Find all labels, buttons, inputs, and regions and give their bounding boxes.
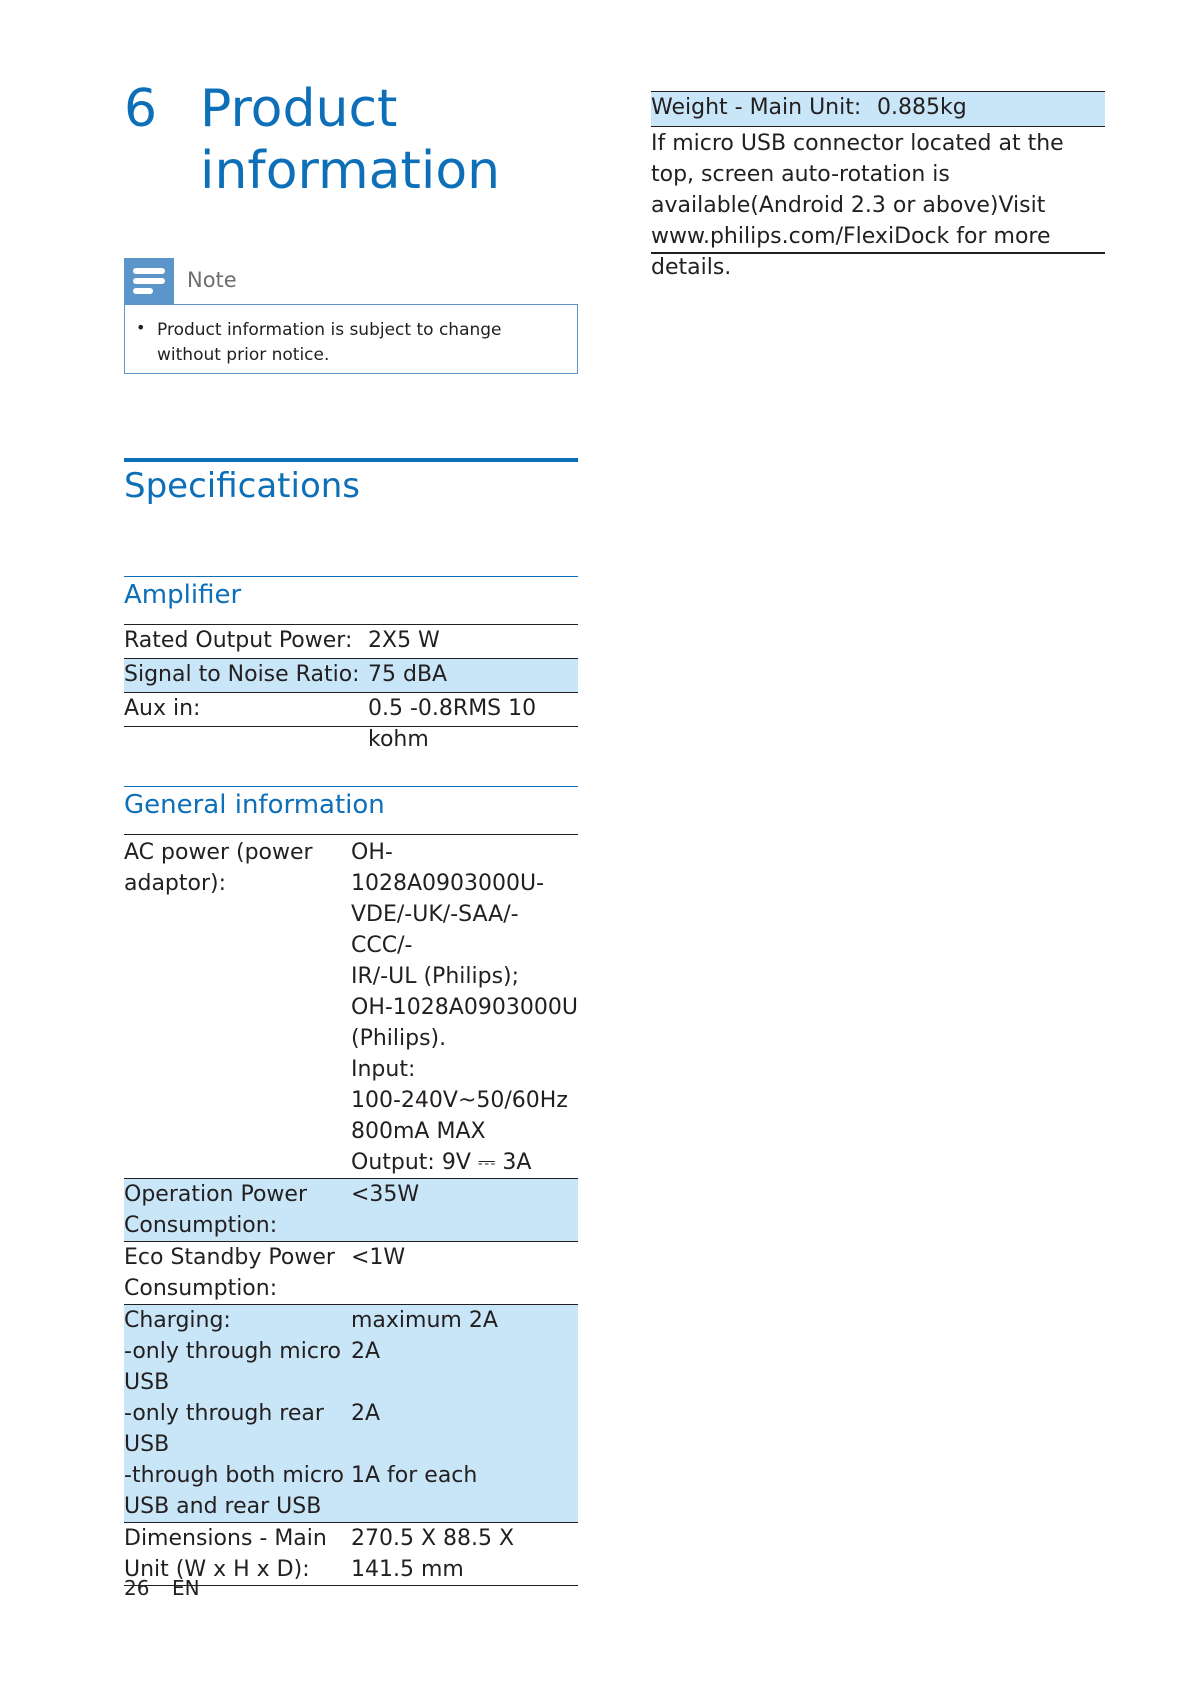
spec-value: 270.5 X 88.5 X 141.5 mm <box>351 1526 515 1582</box>
spec-value: 75 dBA <box>368 662 448 687</box>
spec-label: Weight - Main Unit: <box>651 95 862 120</box>
chapter-title-line2: information <box>200 141 501 201</box>
general-title: General information <box>124 790 385 820</box>
table-row <box>124 1305 578 1523</box>
spec-label: Aux in: <box>124 696 201 721</box>
spec-value: 2X5 W <box>368 628 440 653</box>
spec-value: <1W <box>351 1245 406 1270</box>
amplifier-title: Amplifier <box>124 580 242 610</box>
section-rule <box>124 458 578 462</box>
spec-value: 0.885kg <box>877 95 967 120</box>
amplifier-table <box>124 624 578 752</box>
spec-label: Operation Power Consumption: <box>124 1182 307 1238</box>
page-number: 26 <box>124 1576 150 1600</box>
spec-label: Eco Standby Power Consumption: <box>124 1245 335 1301</box>
spec-value: OH-1028A0903000U- VDE/-UK/-SAA/-CCC/- IR/-UL (Philips); OH-1028A0903000U (Philips). Input: 100-240V~50/60Hz 800mA MAX Output: 9V ⎓ 3A <box>351 840 578 1175</box>
table-row <box>651 92 1105 127</box>
general-table <box>124 834 578 1586</box>
spec-label: AC power (power adaptor): <box>124 840 313 896</box>
spec-value: maximum 2A 2A 2A 1A for each <box>351 1308 498 1488</box>
chapter-title <box>200 78 620 202</box>
weight-table <box>651 91 1105 127</box>
table-row <box>124 693 578 752</box>
table-row <box>124 835 578 1179</box>
section-title: Specifications <box>124 466 361 506</box>
spec-value: 0.5 -0.8RMS 10 kohm <box>368 696 537 752</box>
table-row <box>124 1242 578 1305</box>
table-row <box>124 625 578 659</box>
amplifier-rule <box>124 576 578 577</box>
spec-label: Charging: -only through micro USB -only through rear USB -through both micro USB and rear USB <box>124 1308 345 1519</box>
bullet-icon: • <box>136 318 146 337</box>
chapter-number: 6 <box>124 79 158 139</box>
general-rule <box>124 786 578 787</box>
usb-note-rule <box>651 252 1105 254</box>
spec-label: Dimensions - Main Unit (W x H x D): <box>124 1526 327 1582</box>
table-row <box>124 1179 578 1242</box>
spec-value: <35W <box>351 1182 420 1207</box>
language-code: EN <box>172 1576 200 1600</box>
usb-note: If micro USB connector located at the top, screen auto-rotation is available(Android 2.3 or above)Visit www.philips.com/FlexiDock for more details. <box>651 131 1064 280</box>
note-text: Product information is subject to change without prior notice. <box>157 320 502 365</box>
table-row <box>124 659 578 693</box>
note-icon <box>124 258 174 304</box>
spec-label: Rated Output Power: <box>124 628 353 653</box>
spec-label: Signal to Noise Ratio: <box>124 662 360 687</box>
chapter-title-line1: Product <box>200 79 398 139</box>
note-label: Note <box>187 268 237 292</box>
